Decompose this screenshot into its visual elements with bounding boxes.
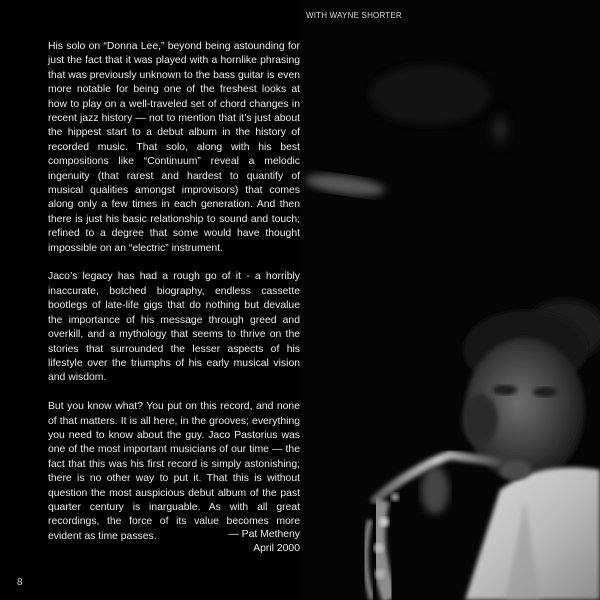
paragraph: His solo on “Donna Lee,” beyond being astounding for just the fact that it was played with a hornlike phrasing that was previously unknown to the bass guitar is even more notable for being one of the freshest looks at how to play on a well-traveled set of chord changes in recent jazz history — not to mention that it’s just about the hippest start to a debut album in the history of recorded music. That solo, along with his best compositions like “Continuum” reveal a melodic ingenuity (that rarest and hardest to quantify of musical qualities amongst improvisors) that comes along only a few times in each generation. And then there is just his basic relationship to sound and touch; refined to a degree that some would have thought impossible on an “electric” instrument. <box>48 41 300 254</box>
signature-author: — Pat Metheny <box>228 529 300 540</box>
signature <box>140 528 300 557</box>
saxophonist-photo <box>300 0 600 600</box>
paragraph: But you know what? You put on this record, and none of that matters. It is all here, in the grooves; everything you need to know about the guy. Jaco Pastorius was one of the most important musicians of our time — the fact that this was his first record is simply astonishing; there is no other way to put it. That this is without question the most auspicious debut album of the past quarter century is inarguable. As with all great recordings, the force of its value becomes more evident as time passes. <box>48 401 300 542</box>
photo-caption: WITH WAYNE SHORTER <box>306 11 402 20</box>
paragraph: Jaco’s legacy has had a rough go of it - a horribly inaccurate, botched biography, endless cassette bootlegs of late-life gigs that do nothing but devalue the importance of his message through greed and overkill, and a mythology that seems to thrive on the stories that surrounded the lesser aspects of his lifestyle over the triumphs of his early musical vision and wisdom. <box>48 271 300 384</box>
signature-date: April 2000 <box>253 543 300 555</box>
page-number: 8 <box>17 577 23 588</box>
essay-text <box>48 40 300 559</box>
